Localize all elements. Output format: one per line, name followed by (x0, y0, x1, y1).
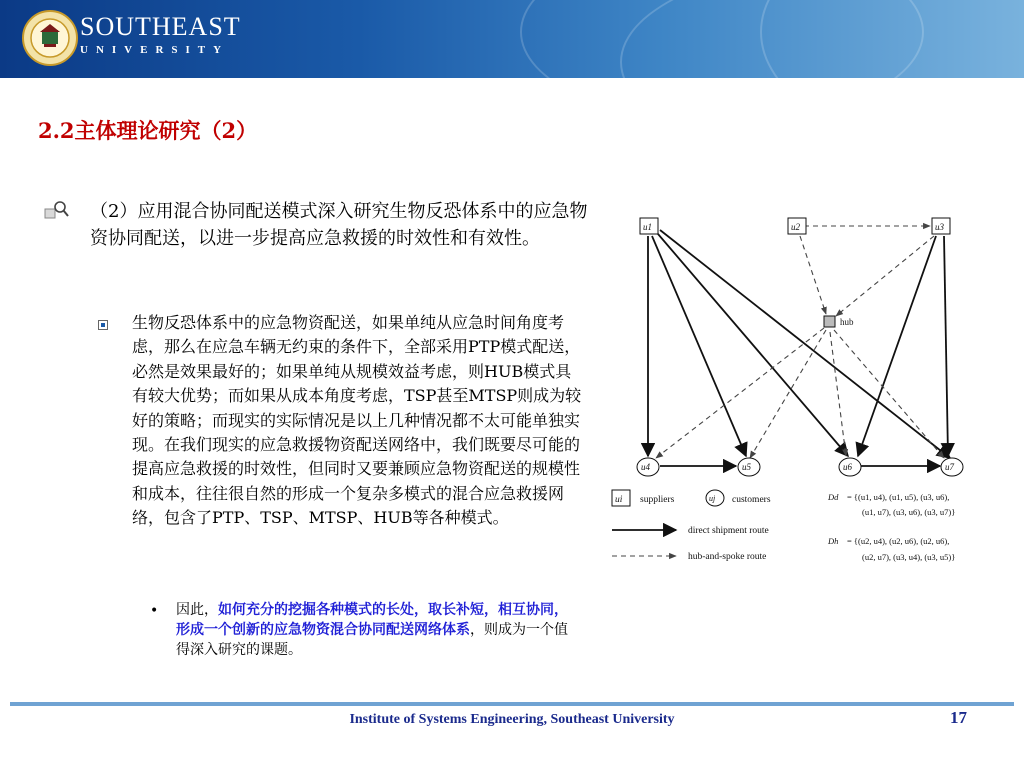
main-paragraph: （2）应用混合协同配送模式深入研究生物反恐体系中的应急物资协同配送，以进一步提高应急救援的时效性和有效性。 (90, 201, 588, 249)
conclusion-paragraph (176, 600, 576, 660)
node-u5 (738, 458, 760, 476)
direct-route (944, 236, 948, 456)
legend-customers: customers (732, 495, 771, 505)
svg-text:u2: u2 (791, 222, 800, 232)
hub-route (800, 236, 826, 314)
node-u2 (788, 218, 806, 234)
university-name: SOUTHEAST (80, 12, 241, 41)
svg-text:u6: u6 (843, 462, 852, 472)
svg-text:u4: u4 (641, 462, 650, 472)
footer-institute: Institute of Systems Engineering, Southeast University (349, 712, 675, 727)
magnifier-bullet-icon (44, 200, 70, 220)
direct-route (652, 236, 746, 456)
sub-paragraph: 生物反恐体系中的应急物资配送，如果单纯从应急时间角度考虑，那么在应急车辆无约束的条件下，全部采用PTP模式配送，必然是效果最好的；如果单纯从规模效益考虑，则HUB模式具有较大优势；而如果从成本角度考虑，TSP甚至MTSP则成为较好的策略；而现实的实际情况是以上几种情况都不太可能单独实现。在我们现实的应急救援物资配送网络中，我们既要尽可能的提高应急救援的时效性，但同时又要兼顾应急物资配送的规模性和成本，往往很自然的形成一个复杂多模式的混合应急救援网络，包含了PTP、TSP、MTSP、HUB等各种模式。 (132, 313, 582, 528)
node-u7 (941, 458, 963, 476)
node-u1 (640, 218, 658, 234)
svg-text:u5: u5 (742, 462, 751, 472)
direct-route (660, 230, 950, 458)
svg-text:u3: u3 (935, 222, 944, 232)
sub-bullet-icon (98, 320, 108, 330)
legend-hub-spoke: hub-and-spoke route (688, 552, 767, 562)
figure-legend (612, 490, 771, 562)
hub-node (824, 316, 854, 327)
network-diagram (604, 210, 990, 578)
slide-title: 2.2主体理论研究（2） (38, 118, 258, 143)
legend-supplier-symbol: ui (615, 495, 623, 505)
university-seal-icon (22, 10, 78, 66)
conclusion-suffix: ，则成为一个值得深入研究的课题。 (176, 622, 568, 658)
conclusion-highlight: 如何充分的挖掘各种模式的长处，取长补短，相互协同，形成一个创新的应急物资混合协同配送网络体系 (176, 602, 568, 638)
route-sets (827, 492, 955, 562)
svg-text:hub: hub (840, 317, 854, 327)
svg-text:u1: u1 (643, 222, 652, 232)
header-banner (0, 0, 1024, 78)
hub-route (656, 328, 824, 458)
direct-route (858, 236, 936, 456)
bullet-dot: • (150, 603, 159, 619)
dd-line-1: = {(u1, u4), (u1, u5), (u3, u6), (847, 492, 950, 502)
conclusion-prefix: 因此， (176, 602, 218, 618)
hub-route (750, 330, 826, 458)
dh-line-2: (u2, u7), (u3, u4), (u3, u5)} (862, 552, 956, 562)
footer-divider (10, 702, 1014, 706)
node-u6 (839, 458, 861, 476)
svg-text:u7: u7 (945, 462, 954, 472)
dh-line-1: = {(u2, u4), (u2, u6), (u2, u6), (847, 536, 950, 546)
legend-suppliers: suppliers (640, 495, 675, 505)
banner-swirl (760, 0, 1024, 78)
dd-label: Dd (828, 492, 839, 502)
hub-route (836, 236, 934, 316)
hub-route (834, 330, 944, 458)
dh-label: Dh (828, 536, 839, 546)
direct-route (658, 234, 848, 456)
dd-line-2: (u1, u7), (u3, u6), (u3, u7)} (862, 507, 956, 517)
university-subtitle: UNIVERSITY (80, 44, 230, 56)
legend-customer-symbol: uj (709, 494, 716, 503)
node-u4 (637, 458, 659, 476)
page-number: 17 (950, 708, 967, 727)
node-u3 (932, 218, 950, 234)
legend-direct: direct shipment route (688, 526, 769, 536)
